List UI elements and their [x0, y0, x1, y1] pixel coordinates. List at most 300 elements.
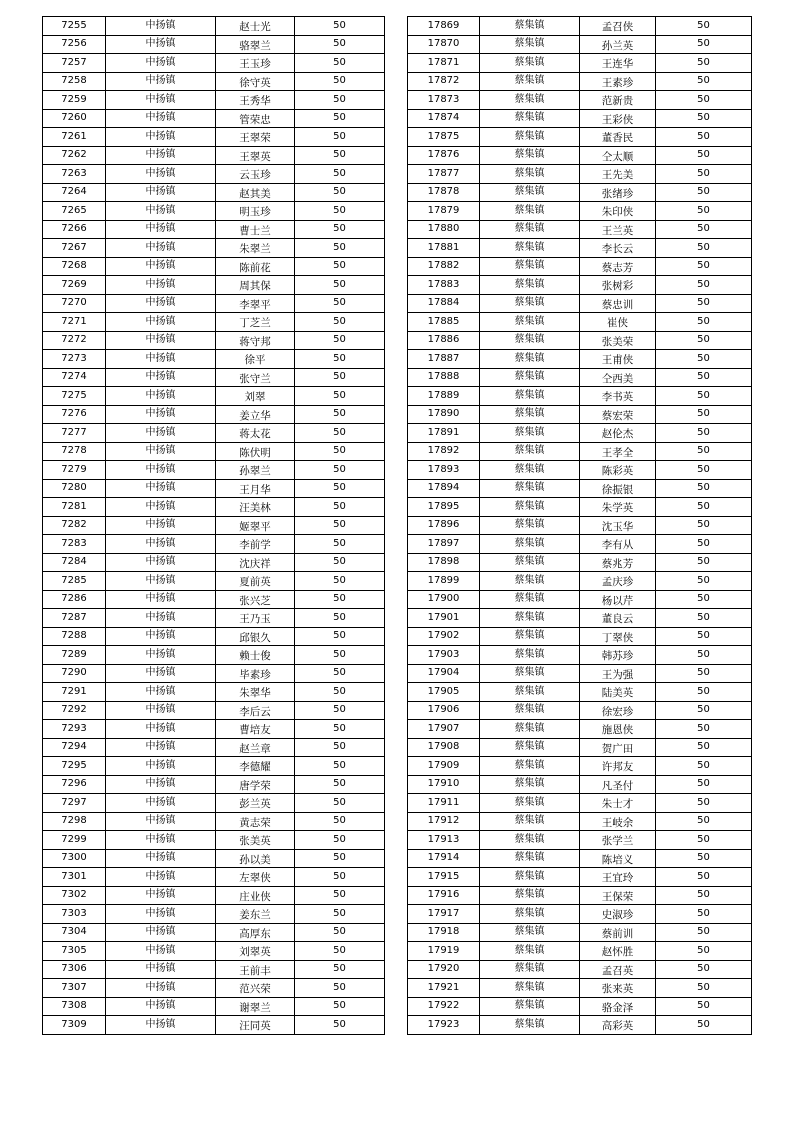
town-cell: 中扬镇	[106, 442, 216, 461]
serial-number-cell: 7308	[43, 997, 106, 1016]
table-row	[43, 960, 385, 979]
amount-cell: 50	[295, 405, 385, 424]
table-row	[408, 886, 752, 905]
serial-number-cell: 17892	[408, 442, 480, 461]
name-cell: 毕素珍	[216, 664, 295, 683]
serial-number-cell: 17917	[408, 905, 480, 924]
serial-number-cell: 7271	[43, 313, 106, 332]
town-cell: 中扬镇	[106, 960, 216, 979]
name-cell: 陈彩英	[580, 461, 656, 480]
serial-number-cell: 7266	[43, 220, 106, 239]
amount-cell: 50	[295, 905, 385, 924]
table-row	[43, 516, 385, 535]
town-cell: 蔡集镇	[480, 405, 580, 424]
town-cell: 蔡集镇	[480, 738, 580, 757]
town-cell: 中扬镇	[106, 553, 216, 572]
serial-number-cell: 7301	[43, 868, 106, 887]
table-row	[408, 683, 752, 702]
amount-cell: 50	[295, 479, 385, 498]
town-cell: 中扬镇	[106, 17, 216, 36]
table-row	[408, 849, 752, 868]
town-cell: 中扬镇	[106, 590, 216, 609]
town-cell: 中扬镇	[106, 146, 216, 165]
amount-cell: 50	[295, 775, 385, 794]
amount-cell: 50	[656, 17, 752, 36]
serial-number-cell: 7268	[43, 257, 106, 276]
serial-number-cell: 17906	[408, 701, 480, 720]
town-cell: 蔡集镇	[480, 775, 580, 794]
amount-cell: 50	[295, 461, 385, 480]
table-row	[408, 627, 752, 646]
name-cell: 唐学荣	[216, 775, 295, 794]
table-row	[43, 923, 385, 942]
town-cell: 中扬镇	[106, 35, 216, 54]
left-roster-table	[42, 16, 385, 1035]
table-row	[43, 609, 385, 628]
serial-number-cell: 7307	[43, 979, 106, 998]
table-row	[408, 535, 752, 554]
town-cell: 中扬镇	[106, 738, 216, 757]
table-row	[408, 979, 752, 998]
name-cell: 范兴荣	[216, 979, 295, 998]
amount-cell: 50	[656, 609, 752, 628]
name-cell: 王岐余	[580, 812, 656, 831]
serial-number-cell: 17909	[408, 757, 480, 776]
name-cell: 杨以芹	[580, 590, 656, 609]
name-cell: 蔡志芳	[580, 257, 656, 276]
table-row	[43, 461, 385, 480]
table-row	[43, 220, 385, 239]
name-cell: 孟召侠	[580, 17, 656, 36]
serial-number-cell: 7297	[43, 794, 106, 813]
amount-cell: 50	[295, 979, 385, 998]
name-cell: 王连华	[580, 54, 656, 73]
serial-number-cell: 17903	[408, 646, 480, 665]
town-cell: 蔡集镇	[480, 294, 580, 313]
table-row	[43, 979, 385, 998]
name-cell: 夏前英	[216, 572, 295, 591]
name-cell: 李翠平	[216, 294, 295, 313]
town-cell: 中扬镇	[106, 424, 216, 443]
table-row	[408, 479, 752, 498]
name-cell: 曹培友	[216, 720, 295, 739]
serial-number-cell: 17914	[408, 849, 480, 868]
serial-number-cell: 7281	[43, 498, 106, 517]
name-cell: 姜东兰	[216, 905, 295, 924]
name-cell: 王月华	[216, 479, 295, 498]
amount-cell: 50	[656, 202, 752, 221]
table-row	[408, 997, 752, 1016]
town-cell: 蔡集镇	[480, 146, 580, 165]
town-cell: 蔡集镇	[480, 1016, 580, 1035]
name-cell: 陆美英	[580, 683, 656, 702]
table-row	[43, 757, 385, 776]
town-cell: 中扬镇	[106, 572, 216, 591]
amount-cell: 50	[295, 35, 385, 54]
name-cell: 丁芝兰	[216, 313, 295, 332]
name-cell: 王甫侠	[580, 350, 656, 369]
table-row	[43, 183, 385, 202]
table-row	[43, 683, 385, 702]
amount-cell: 50	[295, 516, 385, 535]
amount-cell: 50	[656, 942, 752, 961]
serial-number-cell: 7285	[43, 572, 106, 591]
table-row	[43, 812, 385, 831]
serial-number-cell: 7295	[43, 757, 106, 776]
left-roster-body	[43, 17, 385, 1035]
table-row	[408, 17, 752, 36]
serial-number-cell: 7269	[43, 276, 106, 295]
amount-cell: 50	[656, 442, 752, 461]
table-row	[43, 165, 385, 184]
name-cell: 韩苏珍	[580, 646, 656, 665]
amount-cell: 50	[656, 516, 752, 535]
town-cell: 中扬镇	[106, 239, 216, 258]
town-cell: 中扬镇	[106, 812, 216, 831]
town-cell: 蔡集镇	[480, 757, 580, 776]
amount-cell: 50	[295, 664, 385, 683]
amount-cell: 50	[295, 128, 385, 147]
table-row	[408, 331, 752, 350]
town-cell: 蔡集镇	[480, 350, 580, 369]
name-cell: 李长云	[580, 239, 656, 258]
amount-cell: 50	[295, 72, 385, 91]
name-cell: 谢翠兰	[216, 997, 295, 1016]
town-cell: 蔡集镇	[480, 664, 580, 683]
serial-number-cell: 17887	[408, 350, 480, 369]
name-cell: 孙兰英	[580, 35, 656, 54]
serial-number-cell: 17877	[408, 165, 480, 184]
amount-cell: 50	[656, 350, 752, 369]
town-cell: 中扬镇	[106, 757, 216, 776]
town-cell: 中扬镇	[106, 886, 216, 905]
amount-cell: 50	[656, 683, 752, 702]
name-cell: 王前丰	[216, 960, 295, 979]
serial-number-cell: 17885	[408, 313, 480, 332]
amount-cell: 50	[656, 738, 752, 757]
town-cell: 蔡集镇	[480, 905, 580, 924]
town-cell: 蔡集镇	[480, 720, 580, 739]
amount-cell: 50	[295, 886, 385, 905]
serial-number-cell: 7286	[43, 590, 106, 609]
amount-cell: 50	[656, 997, 752, 1016]
town-cell: 中扬镇	[106, 183, 216, 202]
town-cell: 蔡集镇	[480, 17, 580, 36]
table-row	[408, 350, 752, 369]
town-cell: 蔡集镇	[480, 794, 580, 813]
table-row	[43, 313, 385, 332]
table-row	[43, 368, 385, 387]
serial-number-cell: 7256	[43, 35, 106, 54]
table-row	[408, 294, 752, 313]
serial-number-cell: 7275	[43, 387, 106, 406]
name-cell: 孙以美	[216, 849, 295, 868]
amount-cell: 50	[295, 738, 385, 757]
town-cell: 蔡集镇	[480, 35, 580, 54]
name-cell: 李德耀	[216, 757, 295, 776]
serial-number-cell: 7287	[43, 609, 106, 628]
amount-cell: 50	[656, 72, 752, 91]
amount-cell: 50	[656, 905, 752, 924]
serial-number-cell: 7291	[43, 683, 106, 702]
amount-cell: 50	[656, 91, 752, 110]
name-cell: 许邦友	[580, 757, 656, 776]
serial-number-cell: 17879	[408, 202, 480, 221]
amount-cell: 50	[295, 997, 385, 1016]
name-cell: 赵其美	[216, 183, 295, 202]
table-row	[408, 942, 752, 961]
town-cell: 蔡集镇	[480, 220, 580, 239]
name-cell: 沈庆祥	[216, 553, 295, 572]
name-cell: 蔡兆芳	[580, 553, 656, 572]
name-cell: 朱学英	[580, 498, 656, 517]
name-cell: 黄志荣	[216, 812, 295, 831]
serial-number-cell: 17898	[408, 553, 480, 572]
town-cell: 中扬镇	[106, 91, 216, 110]
serial-number-cell: 17916	[408, 886, 480, 905]
amount-cell: 50	[295, 331, 385, 350]
amount-cell: 50	[656, 590, 752, 609]
town-cell: 中扬镇	[106, 405, 216, 424]
town-cell: 中扬镇	[106, 498, 216, 517]
amount-cell: 50	[656, 775, 752, 794]
table-row	[43, 276, 385, 295]
table-row	[408, 572, 752, 591]
town-cell: 中扬镇	[106, 646, 216, 665]
name-cell: 王保荣	[580, 886, 656, 905]
table-row	[43, 775, 385, 794]
table-row	[43, 572, 385, 591]
table-row	[408, 424, 752, 443]
amount-cell: 50	[295, 91, 385, 110]
serial-number-cell: 7290	[43, 664, 106, 683]
serial-number-cell: 17912	[408, 812, 480, 831]
serial-number-cell: 17882	[408, 257, 480, 276]
town-cell: 中扬镇	[106, 683, 216, 702]
name-cell: 沈玉华	[580, 516, 656, 535]
serial-number-cell: 7259	[43, 91, 106, 110]
right-roster-table	[407, 16, 752, 1035]
serial-number-cell: 17895	[408, 498, 480, 517]
name-cell: 孟召英	[580, 960, 656, 979]
town-cell: 蔡集镇	[480, 387, 580, 406]
serial-number-cell: 17922	[408, 997, 480, 1016]
amount-cell: 50	[295, 720, 385, 739]
serial-number-cell: 17894	[408, 479, 480, 498]
serial-number-cell: 17899	[408, 572, 480, 591]
name-cell: 朱印侠	[580, 202, 656, 221]
serial-number-cell: 7298	[43, 812, 106, 831]
name-cell: 王兰英	[580, 220, 656, 239]
town-cell: 中扬镇	[106, 165, 216, 184]
table-row	[43, 405, 385, 424]
serial-number-cell: 7293	[43, 720, 106, 739]
serial-number-cell: 17921	[408, 979, 480, 998]
town-cell: 中扬镇	[106, 516, 216, 535]
serial-number-cell: 17902	[408, 627, 480, 646]
name-cell: 仝太顺	[580, 146, 656, 165]
name-cell: 范新贵	[580, 91, 656, 110]
serial-number-cell: 17896	[408, 516, 480, 535]
table-row	[43, 627, 385, 646]
amount-cell: 50	[656, 424, 752, 443]
name-cell: 张守兰	[216, 368, 295, 387]
amount-cell: 50	[295, 646, 385, 665]
table-row	[43, 239, 385, 258]
town-cell: 中扬镇	[106, 294, 216, 313]
amount-cell: 50	[295, 313, 385, 332]
amount-cell: 50	[656, 368, 752, 387]
serial-number-cell: 17880	[408, 220, 480, 239]
town-cell: 中扬镇	[106, 54, 216, 73]
table-row	[408, 738, 752, 757]
name-cell: 赵怀胜	[580, 942, 656, 961]
amount-cell: 50	[295, 257, 385, 276]
name-cell: 崔侠	[580, 313, 656, 332]
name-cell: 张绪珍	[580, 183, 656, 202]
name-cell: 徐守英	[216, 72, 295, 91]
name-cell: 丁翠侠	[580, 627, 656, 646]
name-cell: 骆金泽	[580, 997, 656, 1016]
amount-cell: 50	[656, 794, 752, 813]
name-cell: 朱翠兰	[216, 239, 295, 258]
amount-cell: 50	[656, 664, 752, 683]
serial-number-cell: 17886	[408, 331, 480, 350]
town-cell: 中扬镇	[106, 220, 216, 239]
amount-cell: 50	[295, 942, 385, 961]
town-cell: 中扬镇	[106, 350, 216, 369]
amount-cell: 50	[295, 590, 385, 609]
table-row	[43, 868, 385, 887]
table-row	[408, 91, 752, 110]
name-cell: 王彩侠	[580, 109, 656, 128]
table-row	[408, 72, 752, 91]
town-cell: 蔡集镇	[480, 812, 580, 831]
amount-cell: 50	[295, 17, 385, 36]
name-cell: 张树彩	[580, 276, 656, 295]
name-cell: 左翠侠	[216, 868, 295, 887]
town-cell: 中扬镇	[106, 461, 216, 480]
table-row	[43, 387, 385, 406]
name-cell: 彭兰英	[216, 794, 295, 813]
amount-cell: 50	[656, 960, 752, 979]
serial-number-cell: 7309	[43, 1016, 106, 1035]
serial-number-cell: 17919	[408, 942, 480, 961]
town-cell: 中扬镇	[106, 72, 216, 91]
serial-number-cell: 7289	[43, 646, 106, 665]
serial-number-cell: 7305	[43, 942, 106, 961]
serial-number-cell: 7292	[43, 701, 106, 720]
table-row	[43, 997, 385, 1016]
amount-cell: 50	[656, 461, 752, 480]
amount-cell: 50	[295, 109, 385, 128]
table-row	[408, 868, 752, 887]
name-cell: 李前学	[216, 535, 295, 554]
name-cell: 汪同英	[216, 1016, 295, 1035]
serial-number-cell: 7279	[43, 461, 106, 480]
serial-number-cell: 17905	[408, 683, 480, 702]
table-row	[408, 165, 752, 184]
table-row	[43, 535, 385, 554]
serial-number-cell: 17900	[408, 590, 480, 609]
amount-cell: 50	[295, 1016, 385, 1035]
amount-cell: 50	[656, 220, 752, 239]
town-cell: 蔡集镇	[480, 831, 580, 850]
amount-cell: 50	[295, 627, 385, 646]
town-cell: 蔡集镇	[480, 886, 580, 905]
serial-number-cell: 17889	[408, 387, 480, 406]
table-row	[408, 553, 752, 572]
table-row	[43, 109, 385, 128]
name-cell: 姜立华	[216, 405, 295, 424]
serial-number-cell: 7280	[43, 479, 106, 498]
serial-number-cell: 7284	[43, 553, 106, 572]
serial-number-cell: 17901	[408, 609, 480, 628]
amount-cell: 50	[656, 812, 752, 831]
amount-cell: 50	[656, 553, 752, 572]
name-cell: 云玉珍	[216, 165, 295, 184]
table-row	[43, 54, 385, 73]
serial-number-cell: 7263	[43, 165, 106, 184]
table-row	[408, 202, 752, 221]
town-cell: 中扬镇	[106, 775, 216, 794]
amount-cell: 50	[656, 572, 752, 591]
town-cell: 蔡集镇	[480, 535, 580, 554]
table-row	[43, 886, 385, 905]
name-cell: 庄业侠	[216, 886, 295, 905]
name-cell: 邱银久	[216, 627, 295, 646]
town-cell: 蔡集镇	[480, 461, 580, 480]
town-cell: 中扬镇	[106, 701, 216, 720]
table-row	[43, 257, 385, 276]
name-cell: 王先美	[580, 165, 656, 184]
amount-cell: 50	[295, 183, 385, 202]
name-cell: 徐宏珍	[580, 701, 656, 720]
name-cell: 李有从	[580, 535, 656, 554]
serial-number-cell: 7304	[43, 923, 106, 942]
table-row	[43, 831, 385, 850]
amount-cell: 50	[656, 128, 752, 147]
town-cell: 蔡集镇	[480, 239, 580, 258]
name-cell: 骆翠兰	[216, 35, 295, 54]
town-cell: 蔡集镇	[480, 165, 580, 184]
serial-number-cell: 7277	[43, 424, 106, 443]
amount-cell: 50	[295, 202, 385, 221]
amount-cell: 50	[656, 646, 752, 665]
town-cell: 蔡集镇	[480, 553, 580, 572]
name-cell: 施恩侠	[580, 720, 656, 739]
table-row	[43, 794, 385, 813]
serial-number-cell: 7258	[43, 72, 106, 91]
name-cell: 刘翠	[216, 387, 295, 406]
serial-number-cell: 7255	[43, 17, 106, 36]
serial-number-cell: 17870	[408, 35, 480, 54]
town-cell: 中扬镇	[106, 368, 216, 387]
table-row	[43, 701, 385, 720]
serial-number-cell: 7260	[43, 109, 106, 128]
table-row	[43, 17, 385, 36]
amount-cell: 50	[295, 54, 385, 73]
table-row	[43, 849, 385, 868]
town-cell: 蔡集镇	[480, 997, 580, 1016]
serial-number-cell: 17869	[408, 17, 480, 36]
name-cell: 张美英	[216, 831, 295, 850]
name-cell: 王宜玲	[580, 868, 656, 887]
table-row	[43, 553, 385, 572]
name-cell: 孙翠兰	[216, 461, 295, 480]
amount-cell: 50	[656, 183, 752, 202]
amount-cell: 50	[295, 553, 385, 572]
